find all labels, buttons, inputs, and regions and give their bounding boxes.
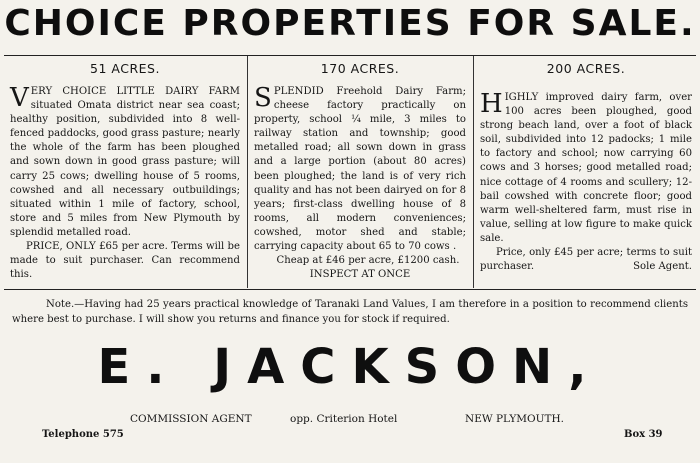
- agent-note: Note.—Having had 25 years practical knowledge of Taranaki Land Values, I am therefore in a position to recommend clients where best to purchase. I will show you returns and finance you for stock if required.: [12, 299, 688, 325]
- listing-51-acres: [10, 58, 240, 282]
- middle-rule: [4, 289, 696, 290]
- headline: CHOICE PROPERTIES FOR SALE.: [4, 3, 696, 44]
- column-divider: [473, 56, 474, 288]
- drop-cap: H: [480, 89, 503, 119]
- listing-title: 200 ACRES.: [546, 61, 626, 76]
- listing-price: PRICE, ONLY £65 per acre. Terms will be made to suit purchaser. Can recommend this.: [10, 241, 240, 281]
- listing-text: 100 acres been ploughed, good strong beach land, over a foot of black soil, subdivided into 12 padocks; 1 mile to factory and school; now carrying 60 cows and 3 horses; good metalled road; nice cottage of 4 rooms and scullery; 12-bail cowshed with concrete floor; good warm well-sheltered farm, must rise in value, selling at low figure to make quick sale.: [480, 106, 692, 244]
- agent-name: E. JACKSON,: [97, 339, 603, 395]
- agent-role: COMMISSION AGENT: [130, 413, 252, 425]
- drop-cap: V: [10, 83, 29, 113]
- sole-agent: Sole Agent.: [633, 261, 692, 273]
- column-divider: [247, 56, 248, 288]
- top-rule: [4, 55, 696, 56]
- listing-200-acres: [480, 58, 692, 274]
- listing-price: Cheap at £46 per acre, £1200 cash.: [276, 255, 460, 267]
- listing-title: 170 ACRES.: [320, 61, 400, 76]
- telephone: Telephone 575: [42, 429, 124, 440]
- listing-lead: IGHLY improved dairy farm, over: [504, 92, 692, 103]
- drop-cap: S: [254, 83, 272, 113]
- agent-location: opp. Criterion Hotel: [290, 413, 398, 425]
- listing-price: [480, 246, 692, 274]
- listing-lead: PLENDID Freehold Dairy Farm;: [273, 86, 466, 97]
- listing-body: [10, 85, 240, 240]
- listing-price-text: Price, only £45 per acre; terms to suit purchaser.: [480, 247, 692, 273]
- listing-footer: INSPECT AT ONCE: [309, 269, 411, 281]
- listing-lead: ERY CHOICE LITTLE DAIRY FARM: [30, 86, 240, 97]
- listing-body: [254, 85, 466, 254]
- agent-town: NEW PLYMOUTH.: [465, 413, 564, 425]
- listing-text: situated Omata district near sea coast; healthy position, subdivided into 8 well-fenced paddocks, good grass pasture; nearly the whole of the farm has been ploughed and sown down in good grass pasture; will carry 25 cows; dwelling house of 5 rooms, cowshed and all necessary outbuildings; situated within 1 mile of factory, school, store and 5 miles from New Plymouth by splendid metalled road.: [10, 100, 240, 238]
- listing-text: cheese factory practically on property, school ¼ mile, 3 miles to railway station and township; good metalled road; all sown down in grass and a large portion (about 80 acres) been ploughed; the land is of very rich quality and has not been dairyed on for 8 years; first-class dwelling house of 8 rooms, all modern conveniences; cowshed, motor shed and stable; carrying capacity about 65 to 70 cows .: [254, 100, 466, 253]
- listing-170-acres: [254, 58, 466, 282]
- listing-body: [480, 91, 692, 246]
- listing-title: 51 ACRES.: [90, 61, 160, 76]
- po-box: Box 39: [624, 429, 663, 440]
